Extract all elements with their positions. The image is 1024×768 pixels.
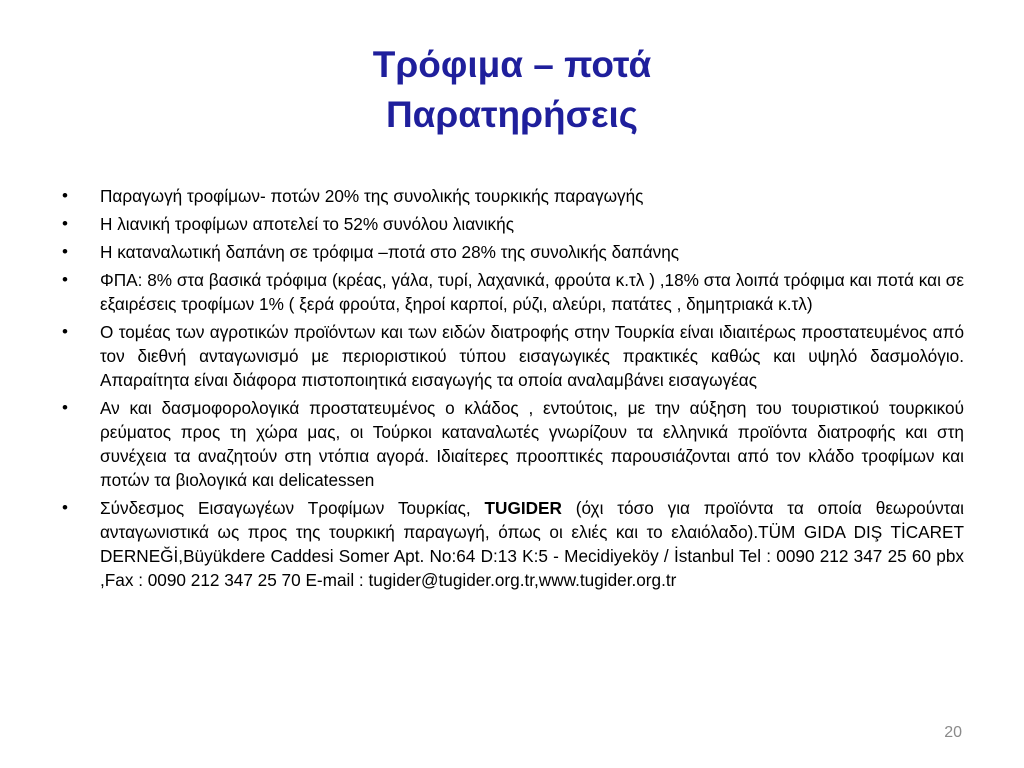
- bullet-item: [62, 396, 964, 492]
- bullet-dot: •: [62, 214, 68, 233]
- bullet-item-tugider: [62, 496, 964, 592]
- bullet-item: [62, 240, 964, 264]
- bullet-dot: •: [62, 270, 68, 289]
- bullet-text-prefix: Σύνδεσμος Εισαγωγέων Τροφίμων Τουρκίας,: [100, 498, 485, 518]
- bullet-text: ΦΠΑ: 8% στα βασικά τρόφιμα (κρέας, γάλα, τυρί, λαχανικά, φρούτα κ.τλ ) ,18% στα λοιπά τρόφιμα και ποτά και σε εξαιρέσεις τροφίμων 1% ( ξερά φρούτα, ξηροί καρποί, ρύζι, αλεύρι, πατάτες , δημητριακά κ.τλ): [100, 270, 964, 314]
- bullet-dot: •: [62, 498, 68, 517]
- bullet-dot: •: [62, 322, 68, 341]
- bullet-text: Ο τομέας των αγροτικών προϊόντων και των ειδών διατροφής στην Τουρκία είναι ιδιαιτέρως προστατευμένος από τον διεθνή ανταγωνισμό με περιοριστικού τύπου εισαγωγικές πρακτικές καθώς και υψηλό δασμολόγιο. Απαραίτητα είναι διάφορα πιστοποιητικά εισαγωγής τα οποία αναλαμβάνει εισαγωγέας: [100, 322, 964, 390]
- bullet-dot: •: [62, 186, 68, 205]
- bullet-text-suffix: (όχι τόσο για προϊόντα τα οποία θεωρούνται ανταγωνιστικά ως προς της τουρκική παραγωγή, όπως οι ελιές και το ελαιόλαδο).TÜM GIDA DIŞ TİCARET DERNEĞİ,Büyükdere Caddesi Somer Apt. No:64 D:13 K:5 - Mecidiyeköy / İstanbul Tel : 0090 212 347 25 60 pbx ,Fax : 0090 212 347 25 70 E-mail : tugider@tugider.org.tr,www.tugider.org.tr: [100, 498, 964, 590]
- bullet-item: [62, 212, 964, 236]
- title-line-2: Παρατηρήσεις: [385, 94, 639, 135]
- bullet-dot: •: [62, 242, 68, 261]
- bullet-dot: •: [62, 398, 68, 417]
- tugider-name: TUGIDER: [484, 498, 562, 518]
- bullet-item: [62, 184, 964, 208]
- bullet-text: Παραγωγή τροφίμων- ποτών 20% της συνολικής τουρκικής παραγωγής: [100, 186, 644, 206]
- bullet-text: Η καταναλωτική δαπάνη σε τρόφιμα –ποτά στο 28% της συνολικής δαπάνης: [100, 242, 680, 262]
- page-number: 20: [944, 724, 962, 741]
- bullet-list: [62, 184, 964, 596]
- bullet-text: Αν και δασμοφορολογικά προστατευμένος ο κλάδος , εντούτοις, με την αύξηση του τουριστικού τουρκικού ρεύματος προς τη χώρα μας, οι Τούρκοι καταναλωτές γνωρίζουν τα ελληνικά προϊόντα διατροφής και στη συνέχεια τα αναζητούν στη ντόπια αγορά. Ιδιαίτερες προοπτικές παρουσιάζονται από τον κλάδο τροφίμων και ποτών τα βιολογικά και delicatessen: [100, 398, 964, 490]
- bullet-text: Η λιανική τροφίμων αποτελεί το 52% συνόλου λιανικής: [100, 214, 514, 234]
- bullet-item: [62, 320, 964, 392]
- title-line-1: Τρόφιμα – ποτά: [372, 44, 652, 85]
- slide-title: [0, 40, 1024, 140]
- bullet-item: [62, 268, 964, 316]
